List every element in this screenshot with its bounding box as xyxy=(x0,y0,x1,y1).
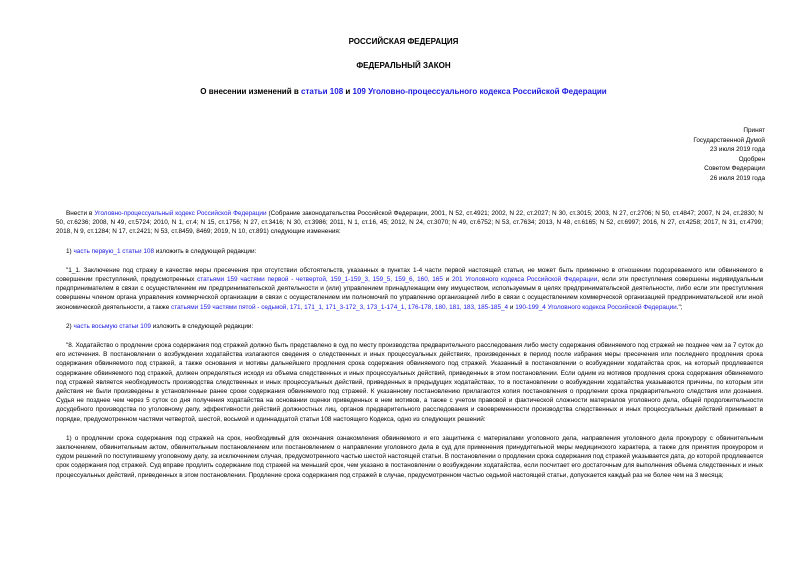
accept-line-1: Принят xyxy=(743,127,765,134)
accept-line-2: Государственной Думой xyxy=(693,136,765,144)
title-pre: О внесении изменений в xyxy=(200,87,301,96)
quote-1-text-3: , если эти преступления совершены индивидуальным предпринимателем в связи с осуществлением им предпринимательской деятельности и (или) управлением принадлежащим ему имуществом, используемым в целях предпринимательской деятельности, либо если эти преступления совершены членом органа управления коммерческой организации в связи с осуществлением им полномочий по управлению организацией либо в связи с осуществлением коммерческой организацией предпринимательской или иной экономической деятельности, а также xyxy=(56,276,764,311)
title-link-article-109[interactable]: 109 Уголовно-процессуального кодекса Российской Федерации xyxy=(352,87,607,96)
acceptance-block xyxy=(693,126,765,184)
item-1-link[interactable]: часть первую_1 статьи 108 xyxy=(73,247,155,255)
item-1-post: изложить в следующей редакции: xyxy=(154,247,257,255)
document-body xyxy=(56,209,763,480)
item-2-post: изложить в следующей редакции: xyxy=(150,322,254,330)
item-2-paragraph xyxy=(56,322,763,331)
title-link-article-108[interactable]: статьи 108 xyxy=(301,87,344,96)
law-type-heading: ФЕДЕРАЛЬНЫЙ ЗАКОН xyxy=(356,61,451,70)
quote-1-link-1[interactable]: статьями 159 частями первой - четвертой, 159_1-159_3, 159_5, 159_6, 160, 165 xyxy=(197,276,443,284)
country-heading: РОССИЙСКАЯ ФЕДЕРАЦИЯ xyxy=(348,37,459,46)
quote-1-link-4[interactable]: 190-199_4 Уголовного кодекса Российской Федерации xyxy=(515,303,677,311)
item-1-paragraph xyxy=(56,247,763,256)
quote-1-text-1: "1_1. Заключение под стражу в качестве меры пресечения при отсутствии обстоятельств, указанных в пунктах 1-4 части первой настоящей статьи, не может быть применено в отношении подозреваемого или обвиняемого в совершении преступлений, предусмотренных xyxy=(56,266,763,284)
item-2-link[interactable]: часть восьмую статьи 109 xyxy=(73,322,151,330)
accept-line-3: 23 июля 2019 года xyxy=(710,146,765,154)
intro-pre: Внести в xyxy=(66,210,95,217)
intro-post: (Собрание законодательства Российской Федерации, 2001, N 52, ст.4921; 2002, N 22, ст.2027; N 30, ст.3015; 2003, N 27, ст.2706; N 50, ст.4847; 2007, N 24, ст.2830; N 50, ст.6236; 2008, N 49, ст.5724; 2010, N 1, ст.4; N 15, ст.1756; N 27, ст.3416; N 30, ст.3986; 2011, N 1, ст.16, 45; 2012, N 24, ст.3070; N 49, ст.6752; N 53, ст.7634; 2013, N 48, ст.6165; N 52, ст.6997; 2016, N 27, ст.4258; 2017, N 31, ст.4799; 2018, N 9, ст.1284; N 17, ст.2421; N 53, ст.8459, 8469; 2019, N 10, ст.891) следующие изменения: xyxy=(56,210,763,236)
quote-1-text-2: и xyxy=(442,276,452,284)
item-2-number: 2) xyxy=(66,322,74,330)
quote-2-paragraph: "8. Ходатайство о продлении срока содержания под стражей должно быть представлено в суд по месту производства предварительного расследования либо месту содержания обвиняемого под стражей не позднее чем за 7 суток до его истечения. В постановлении о возбуждении ходатайства излагаются сведения о следственных и иных процессуальных действиях, произведенных в период после избрания меры пресечения или последнего продления срока содержания обвиняемого под стражей, а также основания и мотивы дальнейшего продления срока содержания обвиняемого под стражей. Указанный в постановлении о возбуждении ходатайства срок, на который продлевается содержание обвиняемого под стражей, должен определяться исходя из объема следственных и иных процессуальных действий, приведенных в этом постановлении. Если одним из мотивов продления срока содержания обвиняемого под стражей является необходимость производства следственных и иных процессуальных действий, приведенных в предыдущих ходатайствах, то в постановлении о возбуждении ходатайства указываются причины, по которым эти действия не были произведены в установленные ранее сроки содержания обвиняемого под стражей. К указанному постановлению прилагаются копия постановления о продлении срока предварительного следствия или дознания. Судья не позднее чем через 5 суток со дня получения ходатайства на основании оценки приведенных в нем мотивов, а также с учетом правовой и фактической сложности материалов уголовного дела, общей продолжительности досудебного производства по уголовному делу, эффективности действий должностных лиц, органов предварительного расследования и своевременности производства следственных и иных процессуальных действий принимает в порядке, предусмотренном частями четвертой, шестой, восьмой и одиннадцатой статьи 108 настоящего Кодекса, одно из следующих решений: xyxy=(56,342,763,423)
accept-line-4: Одобрен xyxy=(738,155,765,163)
title-mid: и xyxy=(343,87,353,96)
quote-1-paragraph xyxy=(56,266,763,312)
intro-link-code[interactable]: Уголовно-процессуальный кодекс Российской Федерации xyxy=(94,210,267,217)
quote-1-link-3[interactable]: статьями 159 частями пятой - седьмой, 171, 171_1, 171_3-172_3, 173_1-174_1, 176-178, 180, 181, 183, 185-185_4 xyxy=(171,303,509,311)
quote-1-text-5: ."; xyxy=(676,303,683,311)
law-title xyxy=(0,87,807,97)
subitem-1-paragraph: 1) о продлении срока содержания под стражей на срок, необходимый для окончания ознакомления обвиняемого и его защитника с материалами уголовного дела, направления уголовного дела прокурору с обвинительным заключением, обвинительным актом, обвинительным постановлением или постановлением о направлении уголовного дела в суд для применения принудительной меры медицинского характера, а также для принятия прокурором и судом решений по поступившему уголовному делу, за исключением случая, предусмотренного частью шестой настоящей статьи. В постановлении о продлении срока содержания под стражей указывается дата, до которой продлевается срок содержания под стражей. Суд вправе продлить содержание под стражей на меньший срок, чем указано в постановлении о возбуждении ходатайства, если посчитает его достаточным для выполнения объема следственных и иных процессуальных действий, приведенных в этом постановлении. Продление срока содержания под стражей в случае, предусмотренном частью седьмой настоящей статьи, допускается каждый раз не более чем на 3 месяца; xyxy=(56,434,763,479)
quote-1-text-4: и xyxy=(508,303,516,311)
accept-line-5: Советом Федерации xyxy=(704,165,765,173)
quote-1-link-2[interactable]: 201 Уголовного кодекса Российской Федерации xyxy=(451,276,598,284)
accept-line-6: 26 июля 2019 года xyxy=(710,174,765,182)
intro-paragraph xyxy=(56,209,763,237)
item-1-number: 1) xyxy=(66,247,74,255)
